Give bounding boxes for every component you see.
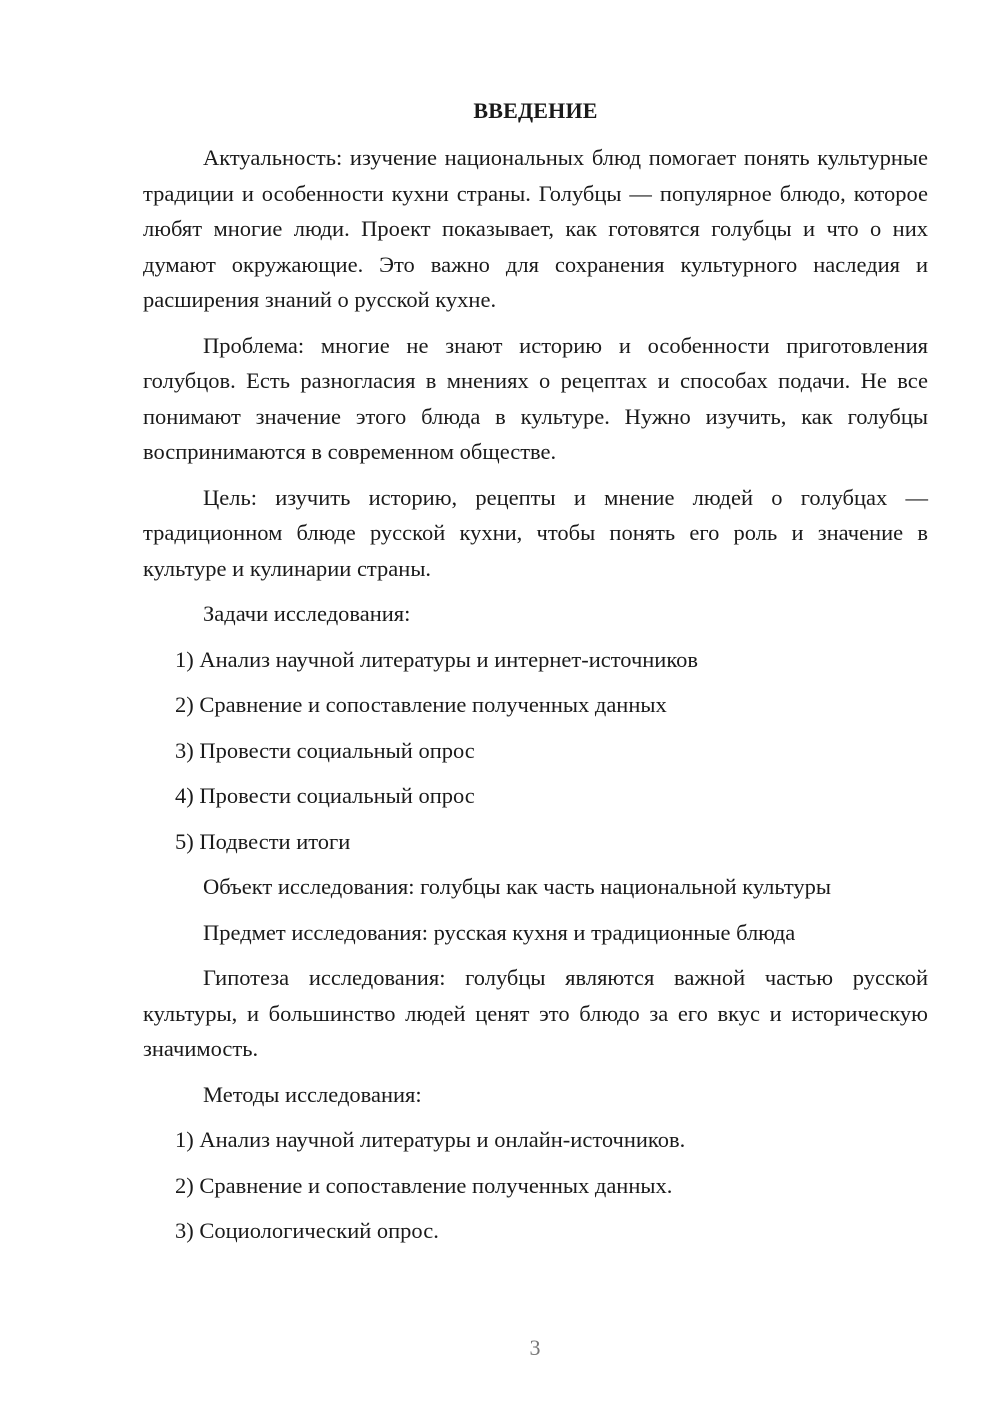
hypothesis-paragraph: Гипотеза исследования: голубцы являются важной частью русской культуры, и большинство людей ценят это блюдо за его вкус и историческую значимость. xyxy=(143,965,928,1061)
methods-heading: Методы исследования: xyxy=(203,1081,422,1107)
page-number: 3 xyxy=(529,1335,541,1360)
task-item: 5) Подвести итоги xyxy=(175,828,351,854)
task-item: 1) Анализ научной литературы и интернет-источников xyxy=(175,646,699,672)
relevance-paragraph: Актуальность: изучение национальных блюд помогает понять культурные традиции и особенности кухни страны. Голубцы — популярное блюдо, которое любят многие люди. Проект показывает, как готовятся голубцы и что о них думают окружающие. Это важно для сохранения культурного наследия и расширения знаний о русской кухне. xyxy=(143,145,928,312)
subject-line: Предмет исследования: русская кухня и традиционные блюда xyxy=(203,919,796,945)
goal-paragraph: Цель: изучить историю, рецепты и мнение людей о голубцах — традиционном блюде русской кухни, чтобы понять его роль и значение в культуре и кулинарии страны. xyxy=(143,484,928,581)
methods-list xyxy=(143,1122,928,1249)
task-item: 3) Провести социальный опрос xyxy=(175,737,475,763)
method-item: 2) Сравнение и сопоставление полученных данных. xyxy=(175,1172,673,1198)
tasks-list xyxy=(143,642,928,860)
problem-paragraph: Проблема: многие не знают историю и особенности приготовления голубцов. Есть разногласия в мнениях о рецептах и способах подачи. Не все понимают значение этого блюда в культуре. Нужно изучить, как голубцы воспринимаются в современном обществе. xyxy=(143,332,928,464)
method-item: 1) Анализ научной литературы и онлайн-источников. xyxy=(175,1127,686,1152)
task-item: 2) Сравнение и сопоставление полученных данных xyxy=(175,692,667,717)
section-title: ВВЕДЕНИЕ xyxy=(473,98,598,123)
object-line: Объект исследования: голубцы как часть национальной культуры xyxy=(203,874,831,899)
tasks-heading: Задачи исследования: xyxy=(203,601,411,626)
task-item: 4) Провести социальный опрос xyxy=(175,783,475,808)
method-item: 3) Социологический опрос. xyxy=(175,1218,439,1243)
document-page xyxy=(143,94,928,1259)
